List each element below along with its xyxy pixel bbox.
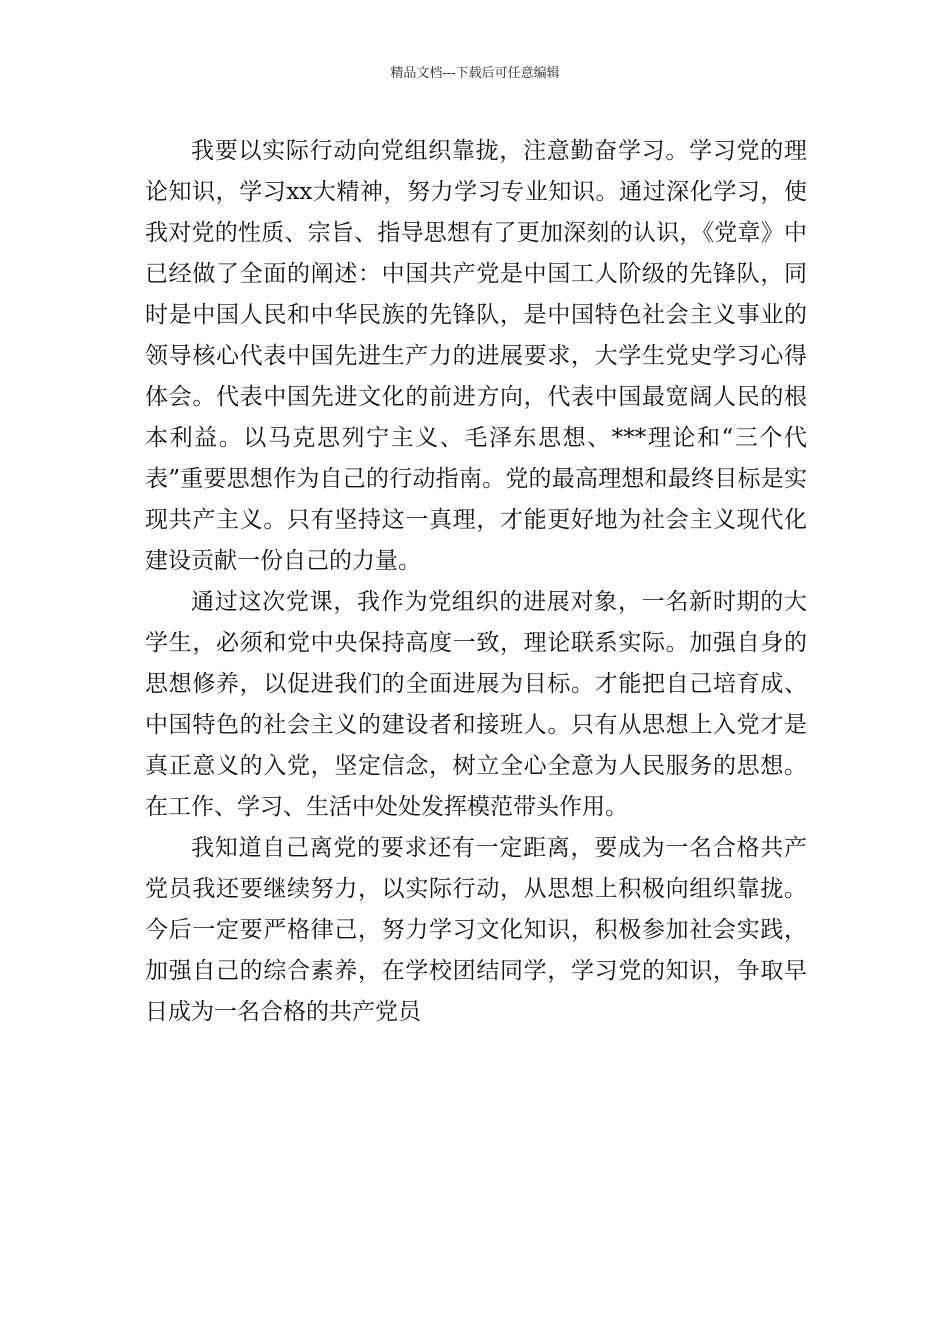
paragraph-1: 我要以实际行动向党组织靠拢，注意勤奋学习。学习党的理论知识，学习xx大精神，努力学习专业知识。通过深化学习，使我对党的性质、宗旨、指导思想有了更加深刻的认识，《党章》中已经做了全面的阐述：中国共产党是中国工人阶级的先锋队，同时是中国人民和中华民族的先锋队，是中国特色社会主义事业的领导核心代表中国先进生产力的进展要求，大学生党史学习心得体会。代表中国先进文化的前进方向，代表中国最宽阔人民的根本利益。以马克思列宁主义、毛泽东思想、***理论和“三个代表”重要思想作为自己的行动指南。党的最高理想和最终目标是实现共产主义。只有坚持这一真理，才能更好地为社会主义现代化建设贡献一份自己的力量。 — [145, 138, 807, 574]
paragraph-3: 我知道自己离党的要求还有一定距离，要成为一名合格共产党员我还要继续努力，以实际行动，从思想上积极向组织靠拢。今后一定要严格律己，努力学习文化知识，积极参加社会实践，加强自己的综合素养，在学校团结同学，学习党的知识，争取早日成为一名合格的共产党员 — [145, 835, 807, 1025]
page-header: 精品文档---下载后可任意编辑 — [390, 66, 560, 81]
document-body — [145, 131, 807, 1033]
paragraph-2: 通过这次党课，我作为党组织的进展对象，一名新时期的大学生，必须和党中央保持高度一致，理论联系实际。加强自身的思想修养，以促进我们的全面进展为目标。才能把自己培育成、中国特色的社会主义的建设者和接班人。只有从思想上入党才是真正意义的入党，坚定信念，树立全心全意为人民服务的思想。在工作、学习、生活中处处发挥模范带头作用。 — [145, 589, 807, 820]
